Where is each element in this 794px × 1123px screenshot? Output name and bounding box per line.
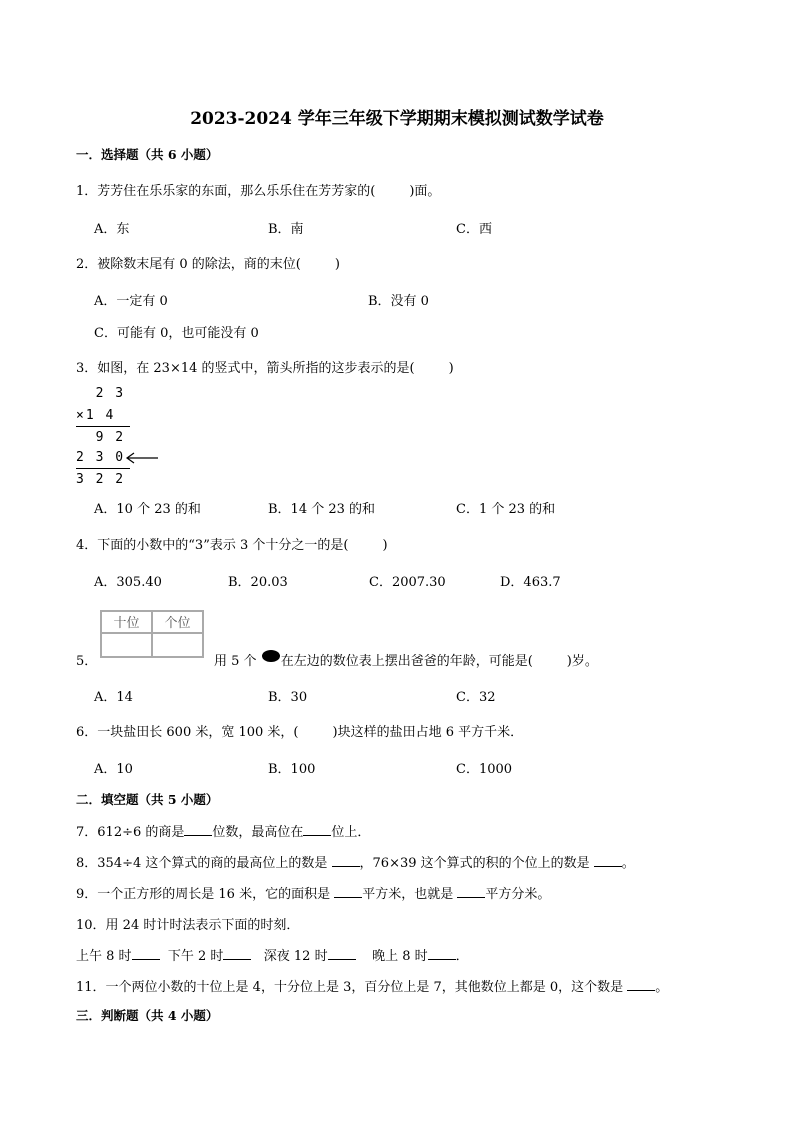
q5-option-a: A．14 [94, 690, 133, 705]
page-title: 2023-2024 学年三年级下学期期末模拟测试数学试卷 [190, 109, 604, 129]
black-bead-icon [262, 650, 280, 662]
calc-row-multiplicand: 2 3 [76, 386, 126, 401]
cell-tens [101, 633, 152, 657]
q1-option-a: A．东 [94, 222, 130, 237]
place-value-table [100, 610, 204, 658]
answer-blank [303, 824, 331, 836]
answer-blank [457, 886, 485, 898]
answer-blank [184, 824, 212, 836]
calc-row-partial-1: 9 2 [76, 430, 126, 445]
q1-option-b: B．南 [268, 222, 304, 237]
q6-option-b: B．100 [268, 762, 316, 777]
question-3: 3．如图，在 23×14 的竖式中，箭头所指的这步表示的是( ) [76, 361, 454, 376]
question-4: 4．下面的小数中的“3”表示 3 个十分之一的是( ) [76, 538, 388, 553]
answer-blank [428, 948, 456, 960]
q3-option-b: B．14 个 23 的和 [268, 502, 376, 517]
question-8: 8．354÷4 这个算式的商的最高位上的数是 ，76×39 这个算式的积的个位上的数是 。 [76, 856, 635, 871]
calc-row-product: 3 2 2 [76, 472, 126, 487]
header-ones: 个位 [152, 611, 203, 633]
q5-option-c: C．32 [456, 690, 496, 705]
vertical-multiplication [76, 386, 166, 490]
question-9: 9．一个正方形的周长是 16 米，它的面积是 平方米，也就是 平方分米。 [76, 887, 551, 902]
answer-blank [594, 855, 622, 867]
header-tens: 十位 [101, 611, 152, 633]
section-fill-heading: 二．填空题（共 5 小题） [76, 792, 219, 807]
section-judge-heading: 三．判断题（共 4 小题） [76, 1008, 219, 1023]
q2-option-c: C．可能有 0，也可能没有 0 [94, 326, 259, 341]
q2-option-a: A．一定有 0 [94, 294, 168, 309]
calc-row-partial-2: 2 3 0 [76, 450, 126, 465]
q4-option-b: B．20.03 [228, 575, 288, 590]
question-5-number: 5． [76, 654, 98, 669]
answer-blank [627, 979, 655, 991]
question-7: 7．612÷6 的商是 位数，最高位在 位上． [76, 825, 371, 840]
answer-blank [223, 948, 251, 960]
q4-option-c: C．2007.30 [369, 575, 446, 590]
q4-option-a: A．305.40 [94, 575, 162, 590]
calc-divider [76, 426, 130, 427]
q2-option-b: B．没有 0 [368, 294, 429, 309]
calc-row-multiplier: ×1 4 [76, 408, 116, 423]
question-6: 6．一块盐田长 600 米，宽 100 米，( )块这样的盐田占地 6 平方千米． [76, 725, 524, 740]
calc-divider [76, 468, 130, 469]
cell-ones [152, 633, 203, 657]
answer-blank [332, 855, 360, 867]
q1-option-c: C．西 [456, 222, 492, 237]
answer-blank [328, 948, 356, 960]
answer-blank [334, 886, 362, 898]
question-2: 2．被除数末尾有 0 的除法，商的末位( ) [76, 257, 340, 272]
question-1: 1．芳芳住在乐乐家的东面，那么乐乐住在芳芳家的( )面。 [76, 184, 441, 199]
question-5: 用 5 个 在左边的数位表上摆出爸爸的年龄，可能是( )岁。 [214, 650, 598, 669]
q5-option-b: B．30 [268, 690, 308, 705]
question-11: 11．一个两位小数的十位上是 4，十分位上是 3，百分位上是 7，其他数位上都是 0，这个数是 。 [76, 980, 669, 995]
section-choice-heading: 一．选择题（共 6 小题） [76, 147, 219, 162]
question-10: 10．用 24 时计时法表示下面的时刻． [76, 918, 300, 933]
left-arrow-icon [124, 452, 160, 464]
q3-option-a: A．10 个 23 的和 [94, 502, 201, 517]
q6-option-c: C．1000 [456, 762, 513, 777]
q4-option-d: D．463.7 [500, 575, 561, 590]
answer-blank [132, 948, 160, 960]
q3-option-c: C．1 个 23 的和 [456, 502, 556, 517]
question-10-times: 上午 8 时 下午 2 时 深夜 12 时 晚上 8 时 ． [76, 949, 469, 964]
q6-option-a: A．10 [94, 762, 133, 777]
